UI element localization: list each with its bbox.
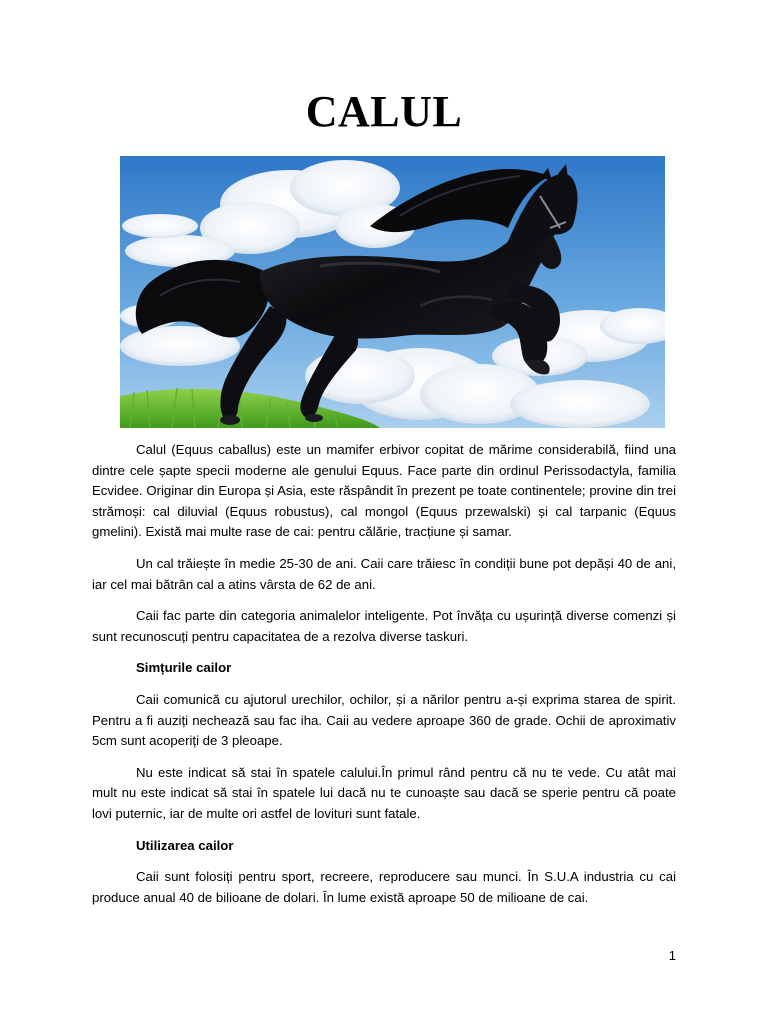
horse-photo bbox=[120, 156, 665, 428]
paragraph-intro: Calul (Equus caballus) este un mamifer erbivor copitat de mărime considerabilă, fiind una dintre cele șapte specii moderne ale genului Equus. Face parte din ordinul Perissodactyla, familia Ecvidee. Originar din Europa și Asia, este răspândit în prezent pe toate continentele; provine din trei strămoși: cal diluvial (Equus robustus), cal mongol (Equus przewalski) și cal tarpanic (Equus gmelini). Există mai multe rase de cai: pentru călărie, tracțiune și samar. bbox=[92, 442, 676, 540]
page-number: 1 bbox=[668, 948, 676, 963]
article-body bbox=[92, 440, 676, 919]
page-title: CALUL bbox=[305, 87, 463, 136]
section-heading-senses: Simțurile cailor bbox=[136, 660, 232, 676]
paragraph-lifespan: Un cal trăiește în medie 25-30 de ani. Caii care trăiesc în condiții bune pot depăși 40 de ani, iar cel mai bătrân cal a atins vârsta de 62 de ani. bbox=[92, 555, 676, 592]
paragraph-senses: Caii comunică cu ajutorul urechilor, ochilor, și a nărilor pentru a-și exprima starea de spirit. Pentru a fi auziți nechează sau fac iha. Caii au vedere aproape 360 de grade. Ochii de aproximativ 5cm sunt acoperiți de 3 pleoape. bbox=[92, 691, 676, 749]
section-heading-usage: Utilizarea cailor bbox=[136, 837, 234, 853]
paragraph-intelligence: Caii fac parte din categoria animalelor inteligente. Pot învăța cu ușurință diverse comenzi și sunt recunoscuți pentru capacitatea de a rezolva diverse taskuri. bbox=[92, 608, 676, 644]
paragraph-safety: Nu este indicat să stai în spatele calului.În primul rând pentru că nu te vede. Cu atât mai mult nu este indicat să stai în spatele lui dacă nu te cunoaște sau dacă se sperie pentru că poate lovi puternic, iar de multe ori astfel de lovituri sunt fatale. bbox=[92, 764, 676, 821]
paragraph-usage: Caii sunt folosiți pentru sport, recreere, reproducere sau munci. În S.U.A industria cu cai produce anual 40 de bilioane de dolari. În lume există aproape 50 de milioane de cai. bbox=[92, 869, 676, 905]
